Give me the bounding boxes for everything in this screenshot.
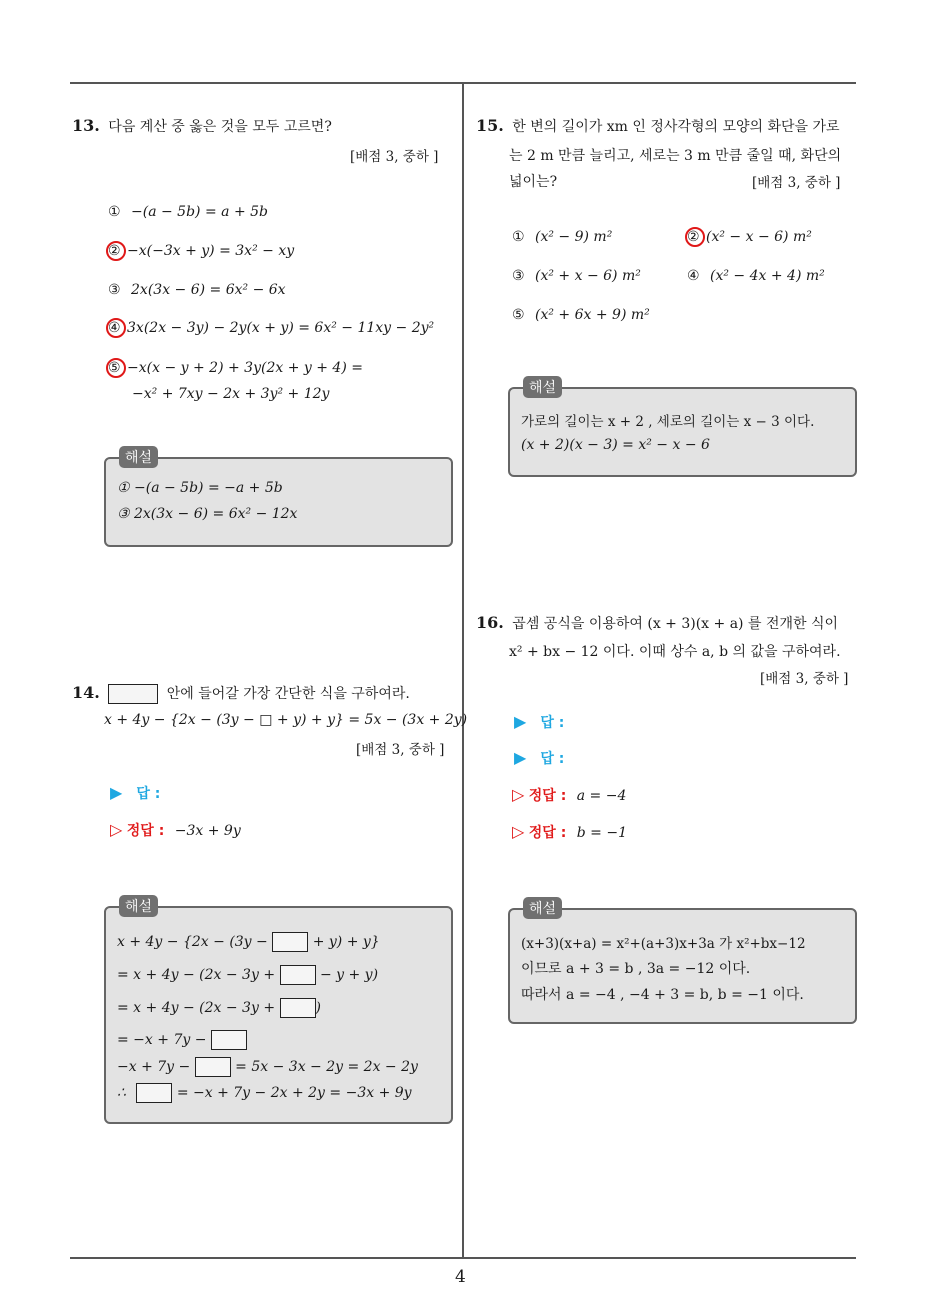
q15-option-2[interactable]: [687, 229, 812, 245]
blank-box: [211, 1030, 247, 1050]
expr-part: x + 4y − {2x − (3y −: [117, 934, 268, 950]
expr-part: ): [315, 1000, 321, 1016]
q13-option-2[interactable]: [108, 243, 294, 259]
option-expr: (x² − x − 6) m²: [706, 229, 812, 245]
explanation-line: [117, 1057, 418, 1077]
explanation-line: [117, 1030, 247, 1050]
answer-label: 답 :: [136, 786, 161, 802]
option-expr: 2x(3x − 6) = 6x² − 6x: [131, 282, 286, 298]
expr-part: −x + 7y −: [117, 1059, 191, 1075]
explanation-line: (x+3)(x+a) = x²+(a+3)x+3a 가 x²+bx−12: [521, 936, 806, 952]
q14-correct-row: [110, 820, 241, 840]
correct-value: −3x + 9y: [174, 823, 241, 839]
blank-box: [136, 1083, 172, 1103]
q13-option-4[interactable]: [108, 320, 434, 336]
option-expr: (x² + 6x + 9) m²: [535, 307, 650, 323]
q16-correct-row-2: [512, 822, 627, 842]
option-mark: ③: [108, 282, 121, 298]
expr-part: + y) + y}: [312, 934, 380, 950]
q13-option-5[interactable]: [108, 360, 363, 376]
option-mark: ②: [687, 229, 700, 245]
option-expr: −x(x − y + 2) + 3y(2x + y + 4) =: [127, 360, 363, 376]
question-16: [476, 613, 838, 633]
explanation-line: (x + 2)(x − 3) = x² − x − 6: [521, 437, 710, 453]
outline-arrow-icon: ▷: [512, 822, 525, 841]
explanation-line: 따라서 a = −4 , −4 + 3 = b, b = −1 이다.: [521, 987, 804, 1003]
q13-option-1[interactable]: [108, 204, 268, 220]
q15-option-3[interactable]: [512, 268, 641, 284]
option-mark: ③: [512, 268, 525, 284]
q16-text-line-2: x² + bx − 12 이다. 이때 상수 a, b 의 값을 구하여라.: [509, 644, 841, 660]
option-expr: 3x(2x − 3y) − 2y(x + y) = 6x² − 11xy − 2y²: [127, 320, 435, 336]
correct-value: b = −1: [576, 825, 627, 841]
question-number: 13.: [72, 116, 100, 135]
selected-answer-circle: [106, 241, 126, 261]
correct-label: 정답 :: [126, 823, 165, 839]
explanation-line: [117, 965, 378, 985]
q15-explanation-box: [508, 387, 857, 477]
therefore-symbol: ∴: [117, 1085, 126, 1101]
expr-part: = x + 4y − (2x − 3y +: [117, 1000, 276, 1016]
option-expr: (x² − 4x + 4) m²: [710, 268, 825, 284]
q15-option-5[interactable]: [512, 307, 650, 323]
question-text: 안에 들어갈 가장 간단한 식을 구하여라.: [166, 686, 410, 702]
option-mark: ⑤: [108, 360, 121, 376]
page-number: 4: [455, 1267, 466, 1287]
q13-score: [배점 3, 중하 ]: [350, 149, 439, 165]
explanation-line: [117, 998, 321, 1018]
blank-box: [272, 932, 308, 952]
option-mark: ④: [108, 320, 121, 336]
bottom-rule: [70, 1257, 856, 1259]
explanation-line: ① −(a − 5b) = −a + 5b: [117, 480, 283, 496]
option-expr: (x² + x − 6) m²: [535, 268, 641, 284]
answer-label: 답 :: [540, 715, 565, 731]
correct-value: a = −4: [576, 788, 627, 804]
selected-answer-circle: [106, 358, 126, 378]
selected-answer-circle: [685, 227, 705, 247]
explanation-tag: 해설: [119, 446, 158, 468]
column-divider: [462, 84, 464, 1258]
expr-part: = −x + 7y − 2x + 2y = −3x + 9y: [176, 1085, 412, 1101]
play-arrow-icon: ▶: [514, 748, 527, 767]
question-13: [72, 116, 332, 136]
q16-answer-row-1: [514, 712, 564, 732]
expr-part: = x + 4y − (2x − 3y +: [117, 967, 276, 983]
option-mark: ②: [108, 243, 121, 259]
option-expr: (x² − 9) m²: [535, 229, 613, 245]
q15-text-line-2: 는 2 m 만큼 늘리고, 세로는 3 m 만큼 줄일 때, 화단의: [509, 148, 842, 164]
question-15: [476, 116, 840, 136]
answer-label: 답 :: [540, 751, 565, 767]
correct-label: 정답 :: [528, 825, 567, 841]
q16-score: [배점 3, 중하 ]: [760, 671, 849, 687]
question-text: 다음 계산 중 옳은 것을 모두 고르면?: [108, 119, 332, 135]
blank-box: [280, 965, 316, 985]
outline-arrow-icon: ▷: [110, 820, 123, 839]
explanation-tag: 해설: [523, 376, 562, 398]
expr-part: = −x + 7y −: [117, 1032, 207, 1048]
explanation-tag: 해설: [523, 897, 562, 919]
outline-arrow-icon: ▷: [512, 785, 525, 804]
question-text: 한 변의 길이가 xm 인 정사각형의 모양의 화단을 가로: [512, 119, 840, 135]
q13-option-3[interactable]: [108, 282, 286, 298]
option-mark: ①: [512, 229, 525, 245]
expr-part: = 5x − 3x − 2y = 2x − 2y: [235, 1059, 418, 1075]
question-number: 16.: [476, 613, 504, 632]
q13-explanation-box: [104, 457, 453, 547]
option-mark: ④: [687, 268, 700, 284]
option-expr: −x(−3x + y) = 3x² − xy: [127, 243, 295, 259]
explanation-line: ③ 2x(3x − 6) = 6x² − 12x: [117, 506, 298, 522]
expr-part: − y + y): [319, 967, 379, 983]
question-number: 14.: [72, 683, 100, 702]
blank-box: [280, 998, 316, 1018]
play-arrow-icon: ▶: [514, 712, 527, 731]
question-14: [72, 683, 410, 704]
q15-text-line-3: 넓이는?: [509, 174, 558, 190]
q15-score: [배점 3, 중하 ]: [752, 175, 841, 191]
explanation-tag: 해설: [119, 895, 158, 917]
q14-equation: x + 4y − {2x − (3y − □ + y) + y} = 5x − (3x + 2y): [104, 712, 468, 728]
option-mark: ⑤: [512, 307, 525, 323]
blank-box: [108, 684, 158, 704]
play-arrow-icon: ▶: [110, 783, 123, 802]
explanation-line: [117, 1083, 412, 1103]
q15-option-4[interactable]: [687, 268, 825, 284]
explanation-line: 가로의 길이는 x + 2 , 세로의 길이는 x − 3 이다.: [521, 414, 815, 430]
q16-correct-row-1: [512, 785, 626, 805]
q13-option-5-cont: −x² + 7xy − 2x + 3y² + 12y: [132, 386, 330, 402]
q14-score: [배점 3, 중하 ]: [356, 742, 445, 758]
q15-option-1[interactable]: [512, 229, 612, 245]
explanation-line: [117, 932, 380, 952]
explanation-line: 이므로 a + 3 = b , 3a = −12 이다.: [521, 961, 751, 977]
correct-label: 정답 :: [528, 788, 567, 804]
q14-answer-row: [110, 783, 160, 803]
question-text: 곱셈 공식을 이용하여 (x + 3)(x + a) 를 전개한 식이: [512, 616, 839, 632]
blank-box: [195, 1057, 231, 1077]
question-number: 15.: [476, 116, 504, 135]
option-mark: ①: [108, 204, 121, 220]
option-expr: −(a − 5b) = a + 5b: [131, 204, 268, 220]
q16-answer-row-2: [514, 748, 564, 768]
selected-answer-circle: [106, 318, 126, 338]
